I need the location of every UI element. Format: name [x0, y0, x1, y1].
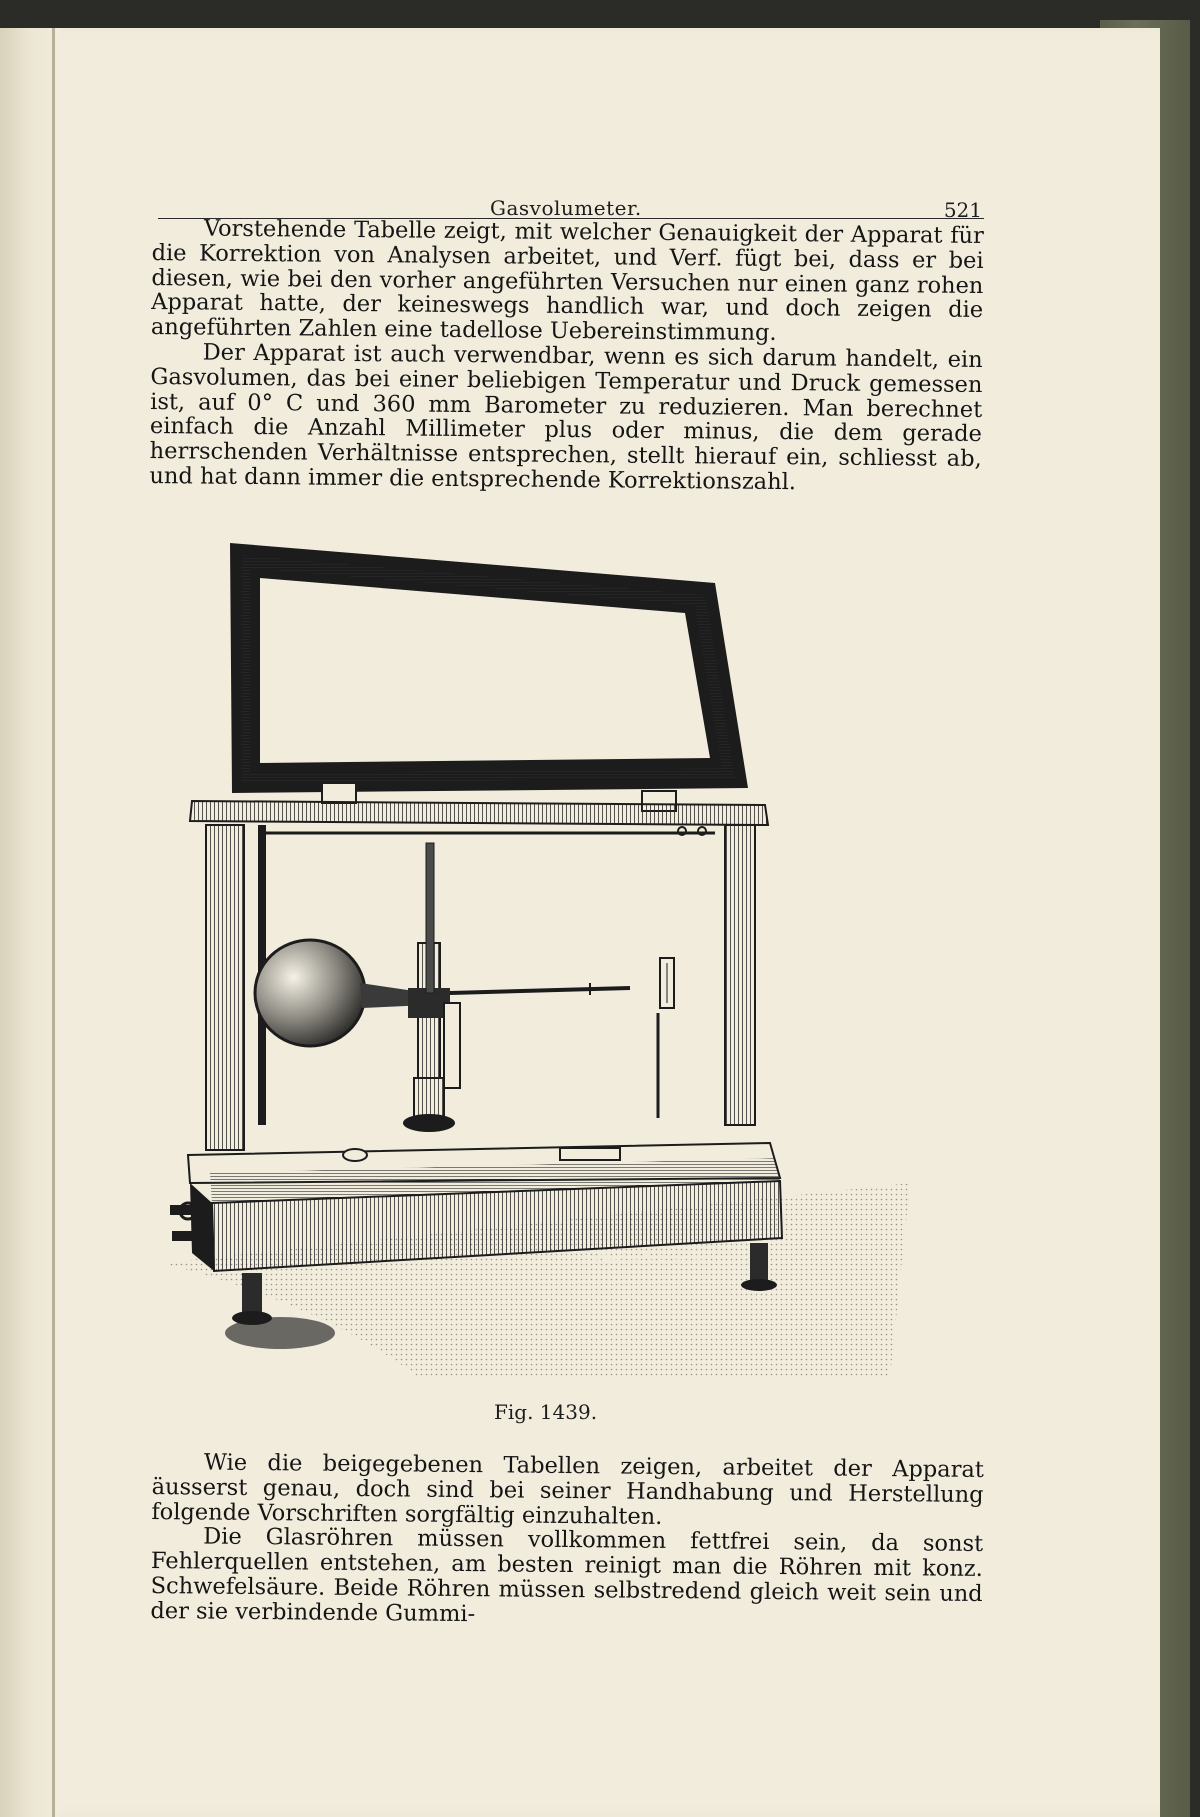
paragraph: Vorstehende Tabelle zeigt, mit welcher Genauigkeit der Apparat für die Korrektion von Analysen arbeitet, und Verf. fügt bei, dass er bei diesen, wie bei den vorher angeführten Versuchen nur einen ganz rohen Apparat hatte, der keineswegs handlich war, und doch zeigen die angeführten Zahlen eine tadellose Uebereinstimmung.	[150, 215, 984, 347]
body-text-bottom	[150, 1450, 984, 1632]
page	[0, 28, 1160, 1817]
gutter	[0, 28, 60, 1817]
paragraph: Die Glasröhren müssen vollkommen fettfrei sein, da sonst Fehlerquellen entstehen, am besten reinigt man die Röhren mit konz. Schwefelsäure. Beide Röhren müssen selbstredend gleich weit sein und der sie verbindende Gummi-	[150, 1523, 984, 1627]
body-text-top	[149, 216, 984, 497]
page-header	[158, 168, 984, 222]
paragraph: Der Apparat ist auch verwendbar, wenn es sich darum handelt, ein Gasvolumen, das bei einer beliebigen Temperatur und Druck gemessen ist, auf 0° C und 360 mm Barometer zu reduzieren. Man berechnet einfach die Anzahl Millimeter plus oder minus, die dem gerade herrschenden Verhältnisse entsprechen, stellt hierauf ein, schliesst ab, und hat dann immer die entsprechende Korrektionszahl.	[149, 339, 983, 496]
page-number: 521	[943, 198, 982, 222]
paragraph: Wie die beigegebenen Tabellen zeigen, arbeitet der Apparat äusserst genau, doch sind bei seiner Handhabung und Herstellung folgende Vorschriften sorgfältig einzuhalten.	[151, 1449, 984, 1530]
gutter-fold	[52, 28, 55, 1817]
engraver-signature: E.ADE X.A.Stuttg.	[582, 1249, 705, 1265]
running-head: Gasvolumeter.	[490, 196, 642, 220]
figure-caption: Fig. 1439.	[494, 1400, 598, 1424]
gasvolumeter-illustration	[170, 543, 910, 1388]
